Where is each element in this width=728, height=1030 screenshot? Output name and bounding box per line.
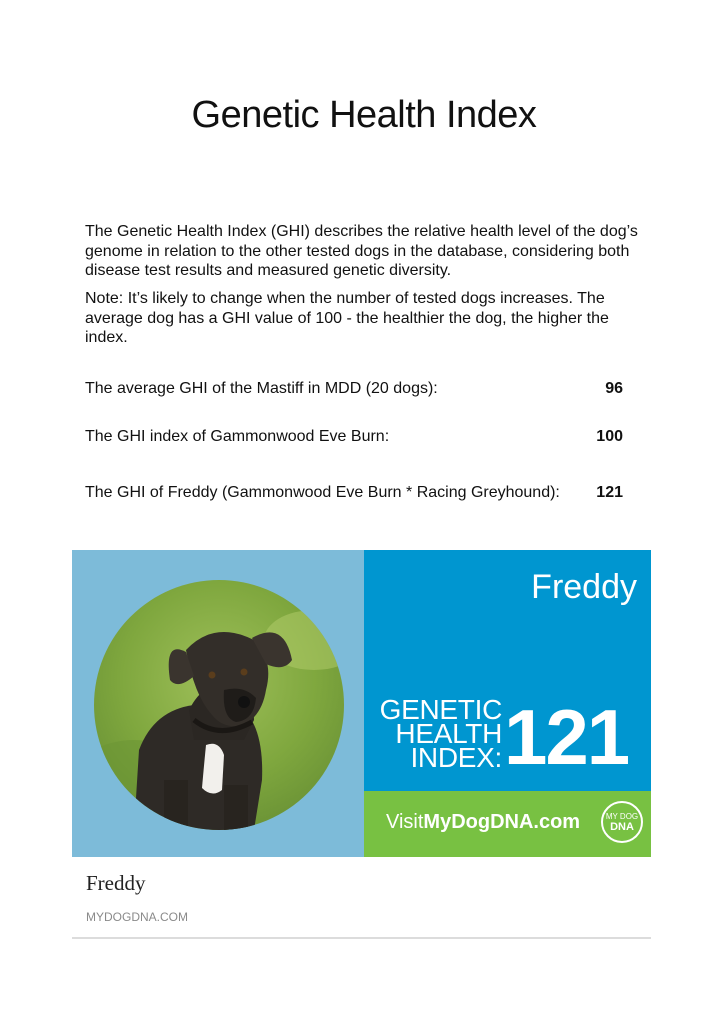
ghi-label-line2: HEALTH	[395, 718, 502, 749]
ghi-row-freddy	[85, 484, 623, 506]
ghi-panel	[364, 550, 651, 791]
mydogdna-logo-icon	[601, 801, 643, 843]
ghi-label-line3: INDEX:	[410, 742, 502, 773]
row-label: The GHI of Freddy (Gammonwood Eve Burn * Racing Greyhound):	[85, 484, 560, 501]
visit-prefix: Visit	[386, 811, 424, 833]
caption-url: MYDOGDNA.COM	[86, 910, 188, 924]
dog-photo	[94, 580, 344, 830]
page-title: Genetic Health Index	[191, 94, 537, 136]
ghi-row-parent	[85, 428, 623, 450]
dog-illustration	[94, 580, 344, 830]
banner-dog-name: Freddy	[531, 568, 637, 606]
intro-paragraph: The Genetic Health Index (GHI) describes the relative health level of the dog’s genome in relation to the other tested dogs in the database, considering both disease test results and measured genetic diversity.	[85, 223, 638, 279]
caption-title[interactable]: Freddy	[86, 871, 146, 895]
link-preview-card[interactable]	[72, 550, 651, 937]
note-paragraph: Note: It’s likely to change when the number of tested dogs increases. The average dog has a GHI value of 100 - the healthier the dog, the higher the index.	[85, 290, 609, 346]
visit-text	[386, 811, 580, 834]
ghi-label	[374, 694, 502, 773]
card-caption[interactable]	[72, 857, 651, 939]
visit-band	[364, 791, 651, 857]
photo-panel	[72, 550, 364, 857]
ghi-row-breed-average	[85, 380, 623, 402]
visit-site: MyDogDNA.com	[423, 811, 581, 833]
ghi-label-line1: GENETIC	[379, 694, 502, 725]
row-label: The GHI index of Gammonwood Eve Burn:	[85, 428, 390, 445]
seal-top-text: MY DOG	[605, 812, 639, 821]
row-value: 96	[605, 380, 623, 397]
ghi-banner-image[interactable]	[72, 550, 651, 857]
row-value: 100	[596, 428, 623, 445]
seal-main-text: DNA	[610, 821, 634, 833]
ghi-value: 121	[504, 693, 629, 781]
row-value: 121	[596, 484, 623, 501]
row-label: The average GHI of the Mastiff in MDD (20 dogs):	[85, 380, 438, 397]
